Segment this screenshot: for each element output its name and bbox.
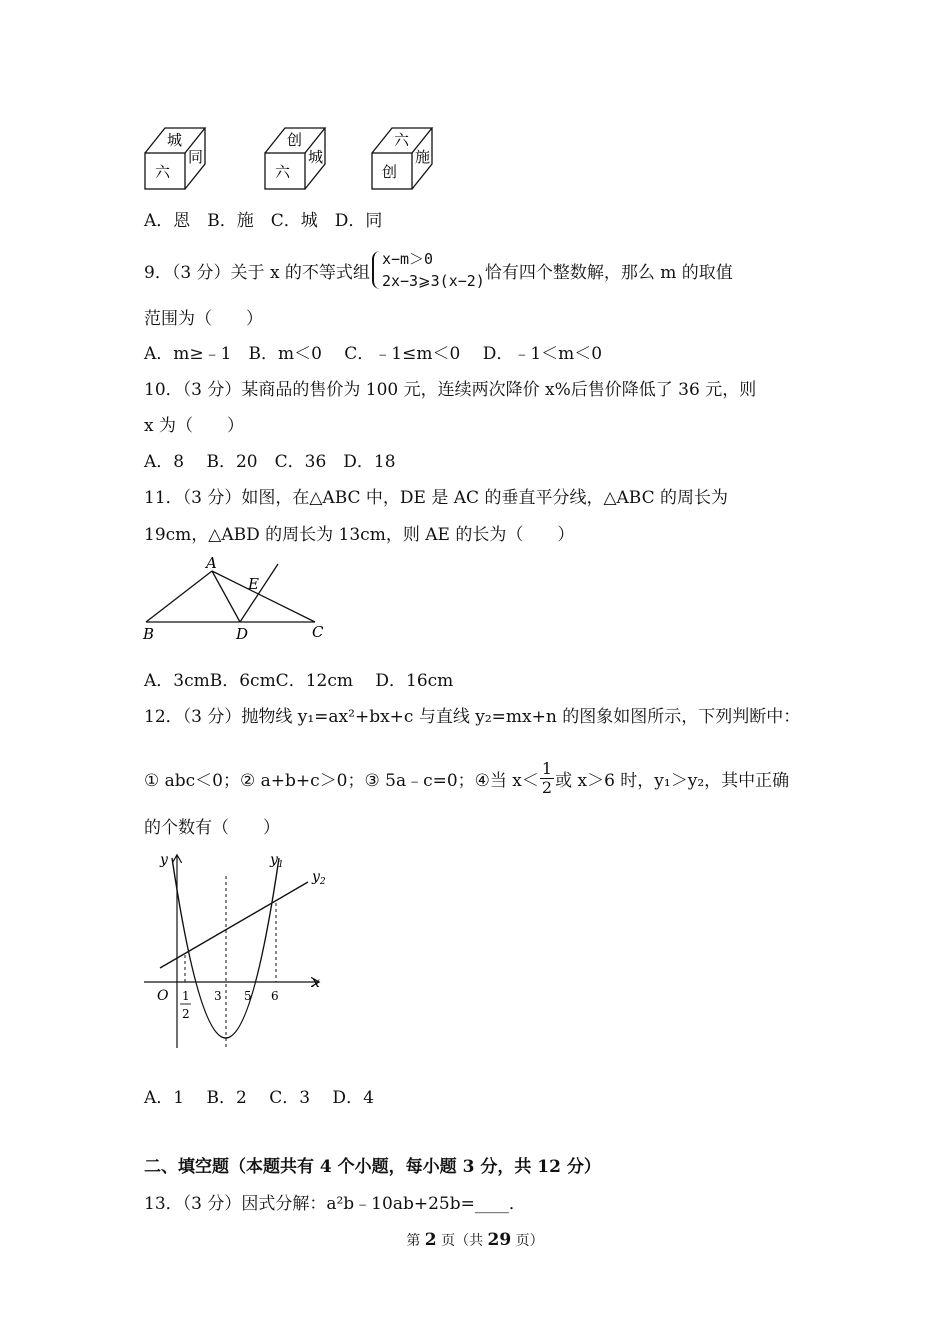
- label-E: E: [248, 575, 259, 593]
- cube-3-side: 施: [415, 148, 431, 166]
- cube-1-front: 六: [155, 163, 171, 181]
- q10-options: A．8 B．20 C．36 D．18: [144, 452, 396, 472]
- q12-line2: [144, 756, 789, 800]
- q11-line1: 11．（3 分）如图，在△ABC 中，DE 是 AC 的垂直平分线，△ABC 的周长为: [144, 488, 729, 508]
- cube-2-side: 城: [308, 148, 324, 166]
- cube-2-front: 六: [275, 163, 291, 181]
- page-footer: [0, 1230, 950, 1250]
- q12-line2-a: ① abc＜0；② a+b+c＞0；③ 5a﹣c=0；④当 x＜: [144, 770, 539, 791]
- cube-2-top: 创: [287, 131, 303, 149]
- inequality-1: x−m＞0: [381, 250, 434, 268]
- segment-AC: [212, 571, 315, 622]
- tick-half-num: 1: [182, 989, 190, 1003]
- q10-line2: x 为（ ）: [144, 416, 244, 436]
- inequality-system: [370, 248, 485, 292]
- cube-figures: [140, 120, 460, 195]
- q11-line2: 19cm，△ABD 的周长为 13cm，则 AE 的长为（ ）: [144, 525, 575, 545]
- parabola-line-graph: [140, 848, 340, 1058]
- tick-5: 5: [244, 989, 252, 1003]
- q12-line2-b: 或 x＞6 时，y₁＞y₂，其中正确: [555, 770, 790, 791]
- segment-DE: [240, 564, 278, 622]
- fraction-numerator: 1: [541, 758, 553, 778]
- cube-3-top: 六: [394, 131, 410, 149]
- q10-line1: 10．（3 分）某商品的售价为 100 元，连续两次降价 x%后售价降低了 36 元，则: [144, 380, 757, 400]
- q9-prefix: 9．（3 分）关于 x 的不等式组: [144, 262, 370, 283]
- inequality-2: 2x−3⩾3(x−2): [381, 272, 485, 290]
- q13: 13．（3 分）因式分解：a²b﹣10ab+25b=____．: [144, 1194, 526, 1214]
- q9-line2: 范围为（ ）: [144, 309, 263, 329]
- segment-AB: [146, 571, 212, 622]
- tick-3: 3: [214, 989, 222, 1003]
- footer-post: 页）: [511, 1233, 544, 1249]
- label-C: C: [312, 623, 324, 641]
- q12-line3: 的个数有（ ）: [144, 818, 280, 838]
- label-y2: $y_2$: [312, 869, 326, 887]
- page-total: 29: [487, 1230, 512, 1250]
- triangle-figure: [140, 555, 340, 645]
- page-number: 2: [424, 1230, 437, 1250]
- fraction-one-half: [540, 760, 554, 797]
- footer-pre: 第: [406, 1233, 425, 1249]
- label-D: D: [236, 625, 249, 643]
- section-heading: 二、填空题（本题共有 4 个小题，每小题 3 分，共 12 分）: [144, 1157, 601, 1177]
- q9-line1: [144, 244, 733, 296]
- label-B: B: [143, 625, 155, 643]
- cube-3-front: 创: [382, 163, 398, 181]
- fraction-denominator: 2: [541, 777, 553, 797]
- q8-options: A．恩 B．施 C．城 D．同: [144, 211, 383, 231]
- tick-half-den: 2: [182, 1007, 190, 1021]
- q11-options: A．3cmB．6cmC．12cm D．16cm: [144, 671, 454, 691]
- label-y-axis: y: [160, 852, 168, 868]
- label-A: A: [206, 555, 217, 572]
- q9-suffix: 恰有四个整数解，那么 m 的取值: [484, 262, 733, 283]
- tick-6: 6: [271, 989, 279, 1003]
- line-y2: [160, 882, 308, 968]
- q9-options: A．m≥﹣1 B．m＜0 C．﹣1≤m＜0 D．﹣1＜m＜0: [144, 344, 603, 364]
- label-x-axis: x: [312, 975, 320, 991]
- label-origin: O: [157, 988, 169, 1004]
- label-y1: $y_1$: [270, 852, 284, 870]
- footer-mid: 页（共: [436, 1233, 488, 1249]
- cube-1-top: 城: [167, 131, 183, 149]
- q12-options: A．1 B．2 C．3 D．4: [144, 1088, 374, 1108]
- q12-line1: 12．（3 分）抛物线 y₁=ax²+bx+c 与直线 y₂=mx+n 的图象如图所示，下列判断中：: [144, 707, 801, 727]
- cube-1-side: 同: [188, 148, 204, 166]
